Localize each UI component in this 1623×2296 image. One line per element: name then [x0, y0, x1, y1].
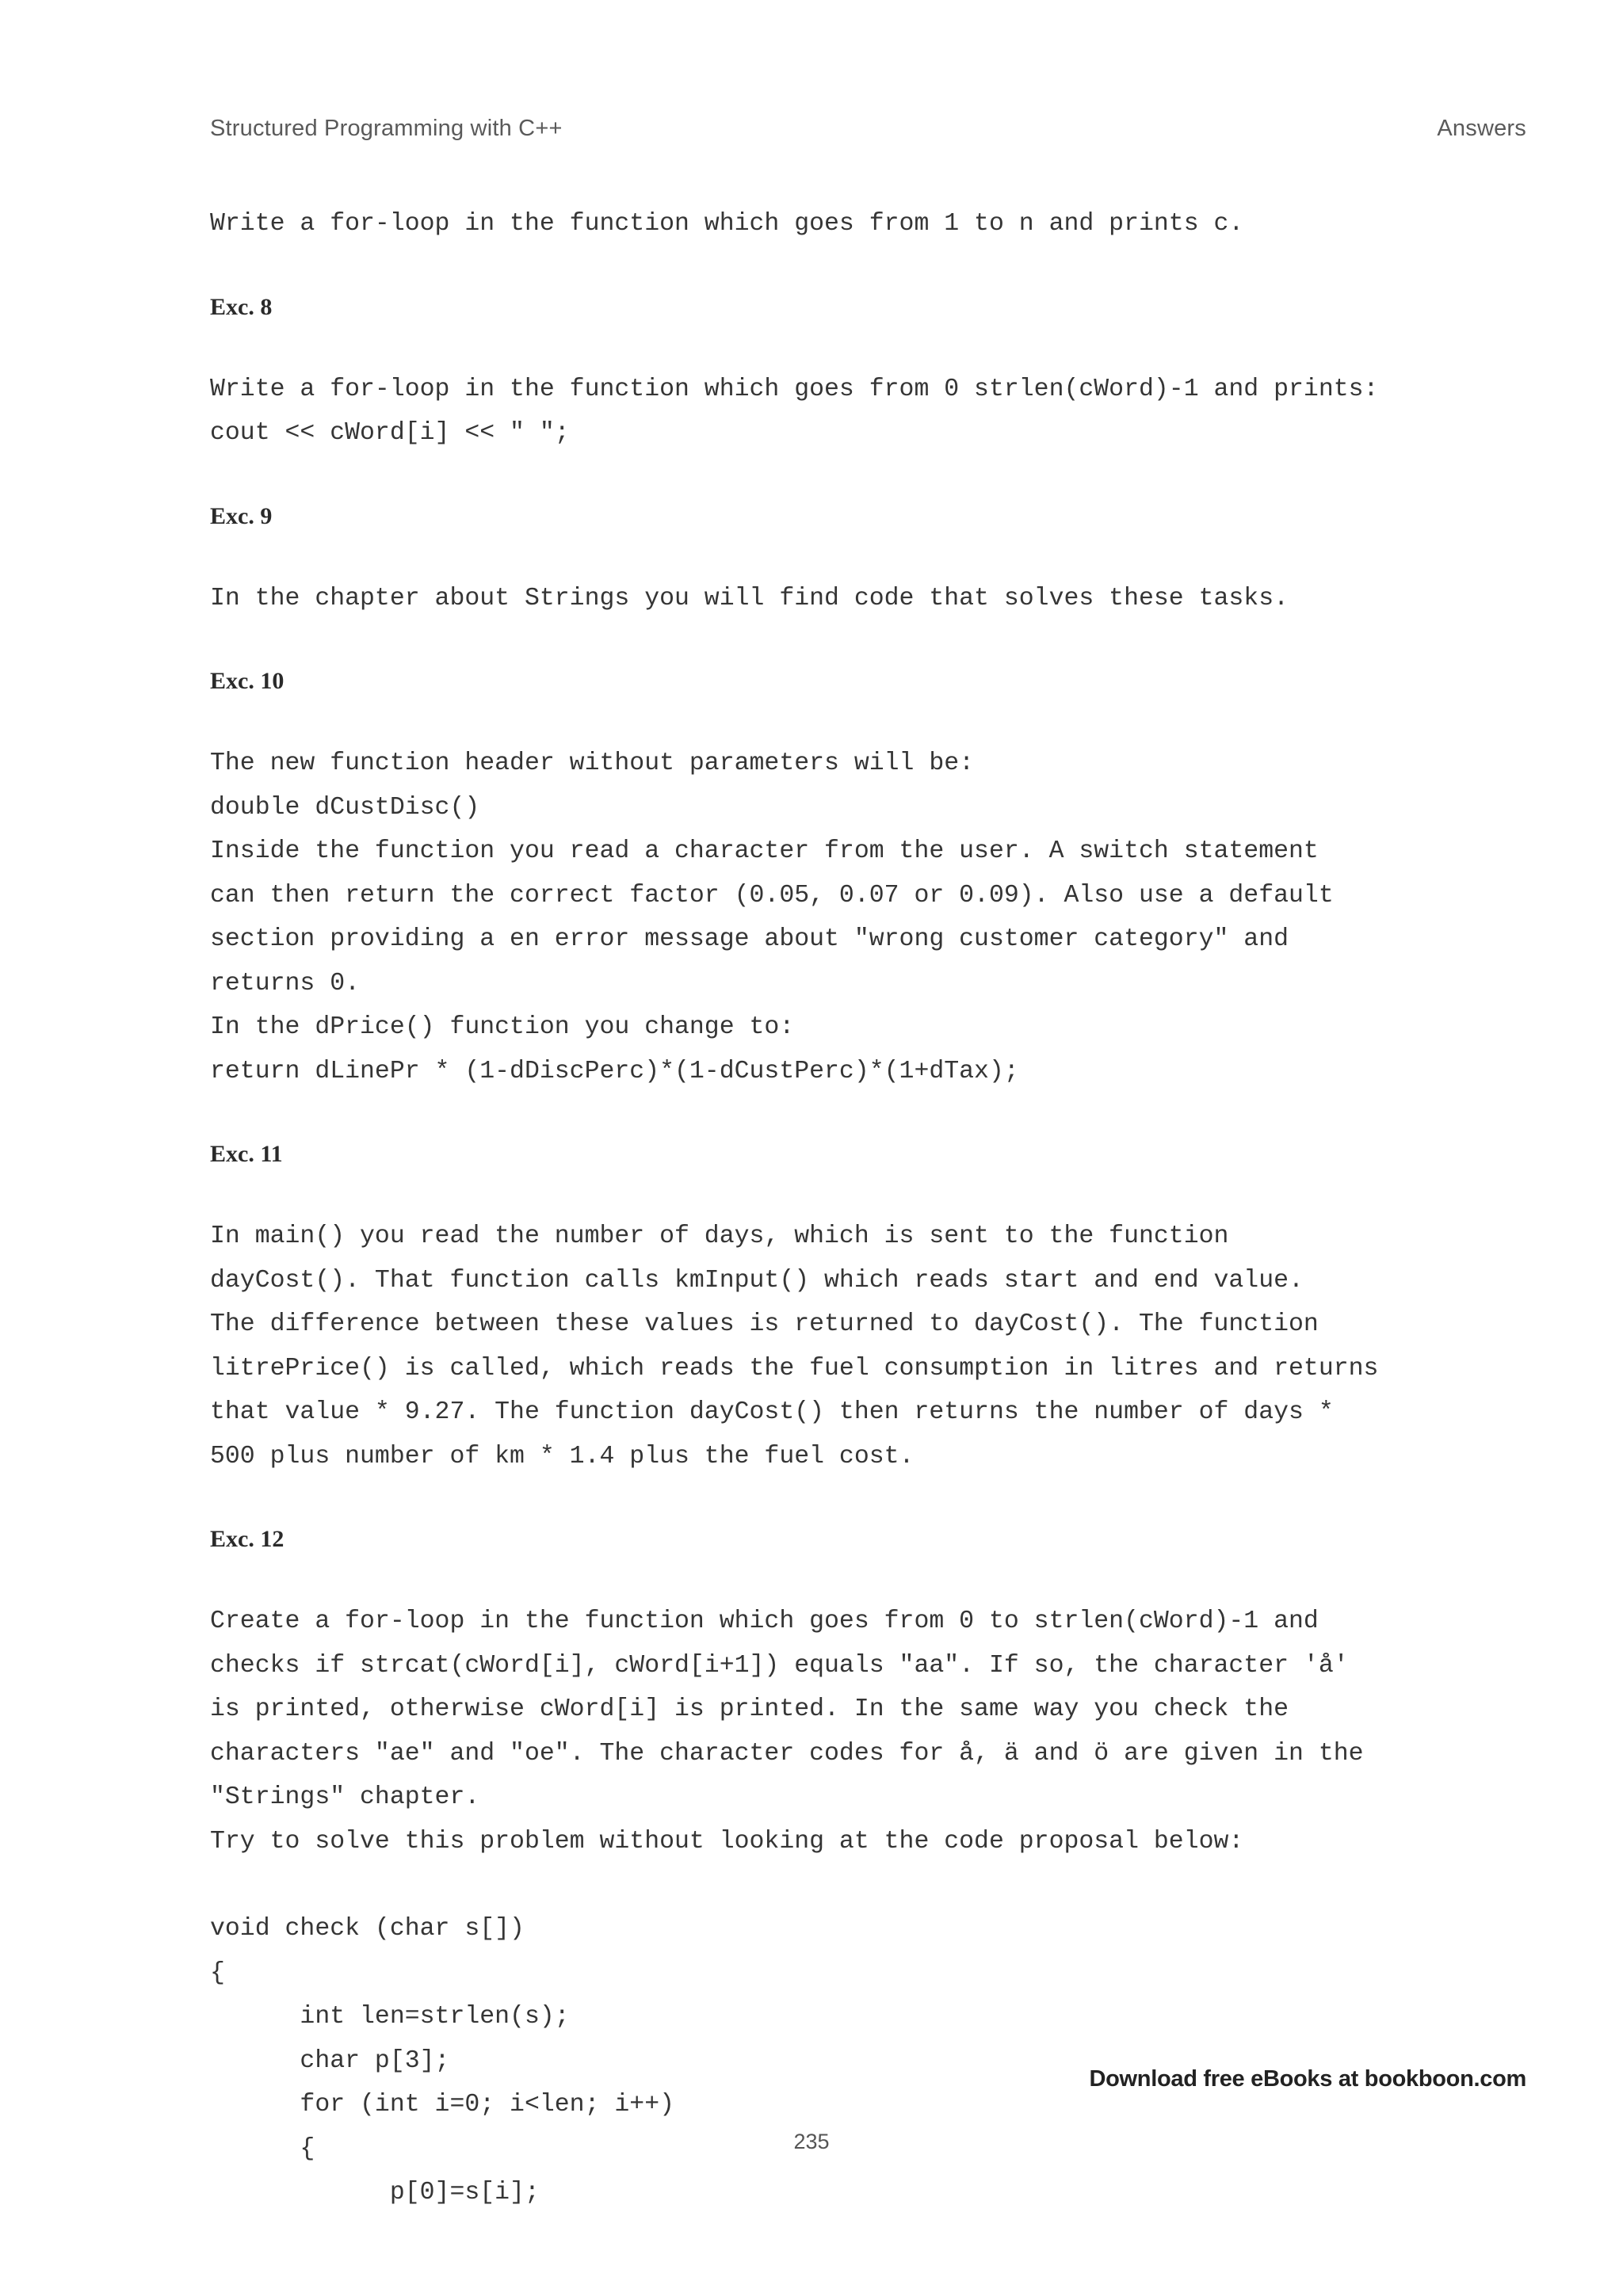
heading-exc-10: Exc. 10 [210, 668, 285, 694]
code-line: for (int i=0; i<len; i++) [210, 2091, 674, 2119]
text-line: dayCost(). That function calls kmInput() which reads start and end value. [210, 1266, 1304, 1295]
text-line: characters "ae" and "oe". The character codes for å, ä and ö are given in the [210, 1739, 1364, 1768]
text-line: 500 plus number of km * 1.4 plus the fuel cost. [210, 1442, 915, 1470]
text-line: Write a for-loop in the function which goes from 0 strlen(cWord)-1 and prints: [210, 375, 1379, 403]
page-body [210, 202, 1526, 2215]
code-line: char p[3]; [210, 2046, 450, 2075]
page-number: 235 [793, 2130, 830, 2153]
code-line: cout << cWord[i] << " "; [210, 419, 570, 447]
heading-exc-11: Exc. 11 [210, 1141, 283, 1167]
text-line: Inside the function you read a character from the user. A switch statement [210, 837, 1319, 865]
text-line: checks if strcat(cWord[i], cWord[i+1]) equals "aa". If so, the character 'å' [210, 1651, 1349, 1680]
heading-exc-8: Exc. 8 [210, 293, 273, 320]
code-line: { [210, 2134, 315, 2163]
code-line: int len=strlen(s); [210, 2003, 570, 2031]
text-line: "Strings" chapter. [210, 1783, 480, 1811]
code-line: p[0]=s[i]; [210, 2179, 540, 2206]
text-line: section providing a en error message about "wrong customer category" and [210, 925, 1289, 953]
text-line: In the dPrice() function you change to: [210, 1013, 795, 1041]
text-line: can then return the correct factor (0.05, 0.07 or 0.09). Also use a default [210, 881, 1334, 910]
section-title: Answers [1437, 115, 1526, 141]
text-line: Try to solve this problem without looking at the code proposal below: [210, 1827, 1244, 1855]
text-line: Create a for-loop in the function which goes from 0 to strlen(cWord)-1 and [210, 1608, 1319, 1635]
text-line: that value * 9.27. The function dayCost() then returns the number of days * [210, 1398, 1334, 1426]
code-line: void check (char s[]) [210, 1915, 525, 1943]
heading-exc-12: Exc. 12 [210, 1526, 285, 1552]
text-line: litrePrice() is called, which reads the fuel consumption in litres and returns [210, 1354, 1379, 1383]
text-line: is printed, otherwise cWord[i] is printed. In the same way you check the [210, 1695, 1289, 1723]
running-header [210, 109, 1526, 147]
book-title: Structured Programming with C++ [210, 115, 563, 141]
text-line: The difference between these values is returned to dayCost(). The function [210, 1310, 1319, 1338]
code-line: { [210, 1958, 225, 1987]
text-line: The new function header without parameters will be: [210, 749, 975, 777]
text-line: returns 0. [210, 969, 361, 997]
code-line: return dLinePr * (1-dDiscPerc)*(1-dCustPerc)*(1+dTax); [210, 1057, 1019, 1085]
text-line: In the chapter about Strings you will find code that solves these tasks. [210, 584, 1289, 612]
text-line: In main() you read the number of days, which is sent to the function [210, 1222, 1229, 1250]
heading-exc-9: Exc. 9 [210, 502, 273, 529]
bookboon-download-link[interactable]: Download free eBooks at bookboon.com [1089, 2066, 1526, 2092]
code-line: double dCustDisc() [210, 793, 480, 822]
paragraph-ex7-tail: Write a for-loop in the function which goes from 1 to n and prints c. [210, 210, 1244, 238]
